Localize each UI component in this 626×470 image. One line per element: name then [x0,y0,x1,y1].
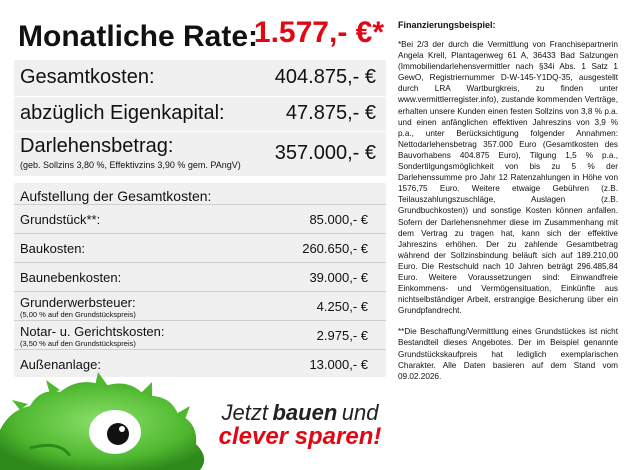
slogan-word-und: und [341,400,379,425]
financing-example [392,0,626,470]
breakdown-title: Aufstellung der Gesamtkosten: [20,188,212,204]
breakdown-row [14,262,386,291]
equity-value: 47.875,- € [285,102,376,124]
breakdown-row-value: 13.000,- € [309,357,368,372]
breakdown-row [14,291,386,320]
slogan [210,402,390,449]
cost-breakdown [14,183,386,377]
monthly-rate-value: 1.577,- €* [253,16,384,49]
property-note: **Die Beschaffung/Vermittlung eines Grundstückes ist nicht Bestandteil dieses Angebotes. Der im Beispiel genannte Grundstückskaufpreis hat lediglich exemplarischen Charakter. Alle Daten basieren auf dem Stand vom 09.02.2026. [398,327,618,381]
total-costs-box [14,60,386,96]
breakdown-row-value: 2.975,- € [316,328,368,343]
breakdown-row-label: Grunderwerbsteuer: [20,295,136,310]
loan-value: 357.000,- € [274,142,376,164]
breakdown-row [14,320,386,349]
loan-conditions: (geb. Sollzins 3,80 %, Effektivzins 3,90 % gem. PAngV) [20,160,241,170]
total-costs-label: Gesamtkosten: [20,66,155,88]
breakdown-row [14,204,386,233]
breakdown-row-label: Baukosten: [20,241,86,256]
breakdown-row-note: (5,00 % auf den Grundstückspreis) [20,310,136,319]
breakdown-row-note: (3,50 % auf den Grundstückspreis) [20,339,136,348]
total-costs-value: 404.875,- € [274,66,376,88]
breakdown-row-label: Grundstück**: [20,212,101,227]
loan-label: Darlehensbetrag: [20,135,174,157]
equity-box [14,97,386,131]
slogan-word-jetzt: Jetzt [221,400,269,425]
breakdown-row [14,233,386,262]
monthly-rate-label: Monatliche Rate: [18,20,259,53]
equity-label: abzüglich Eigenkapital: [20,102,225,124]
breakdown-row-value: 85.000,- € [309,212,368,227]
financing-text: *Bei 2/3 der durch die Vermittlung von Franchisepartnerin Angela Krell, Plantagenweg 61 A, 36433 Bad Salzungen (Immobiliendarlehensvermittler nach §34i Abs. 1 Satz 1 GewO, Registriernummer D-W-145-Y1DQ-35, ausgestellt durch LRA Wartburgkreis, zu finden unter www.vermittlerregister.info), zustande kommenden Verträge, erhalten unsere Kunden einen festen Sollzins von 3,8 % p.a. und einen anfänglichen effektiven Jahreszins von 3,9 % p.a., unter Berücksichtigung folgender Annahmen: Nettodarlehensbetrag 357.000 Euro (Gesamtkosten des Bauvorhabens 404.875 Euro), Tilgung 1,5 % p.a., Sondertilgungsmöglichkeit von bis zu 5 % der Darlehenssumme pro Jahr 12 Ratenzahlungen in Höhe von 1576,75 Euro. Weitere etwaige Gebühren (z.B. Teilauszahlungszuschläge, Auslagen (z.B. Grundbuchkosten)) und sonstige Kosten können anfallen. Sofern der Darlehensnehmer diese im Zusammenhang mit dem Vertrag zu tragen hat, kann sich der effektive Jahreszins erhöhen. Der zu zahlende Gesamtbetrag während der Sollzinsbindung beläuft sich auf 189.210,00 Euro. Die Restschuld nach 10 Jahren beträgt 296.485,84 Euro. Weitere Voraussetzungen sind: Einwandfreie Einkommens- und Vermögensituation, Einkünfte aus nichtselbständiger Arbeit, erstrangige Besicherung über ein Grundpfandrecht. [398,40,618,316]
slogan-line-2: clever sparen! [218,423,382,450]
green-monster-mascot-icon [0,370,230,470]
monthly-rate [14,14,388,62]
financing-title: Finanzierungsbeispiel: [398,20,496,30]
breakdown-row-label: Notar- u. Gerichtskosten: [20,324,165,339]
breakdown-row-label: Baunebenkosten: [20,270,122,285]
loan-box [14,132,386,176]
breakdown-row-value: 4.250,- € [316,299,368,314]
breakdown-row-value: 260.650,- € [302,241,368,256]
breakdown-row-label: Außenanlage: [20,357,101,372]
slogan-word-bauen: bauen [272,400,338,425]
breakdown-row-value: 39.000,- € [309,270,368,285]
